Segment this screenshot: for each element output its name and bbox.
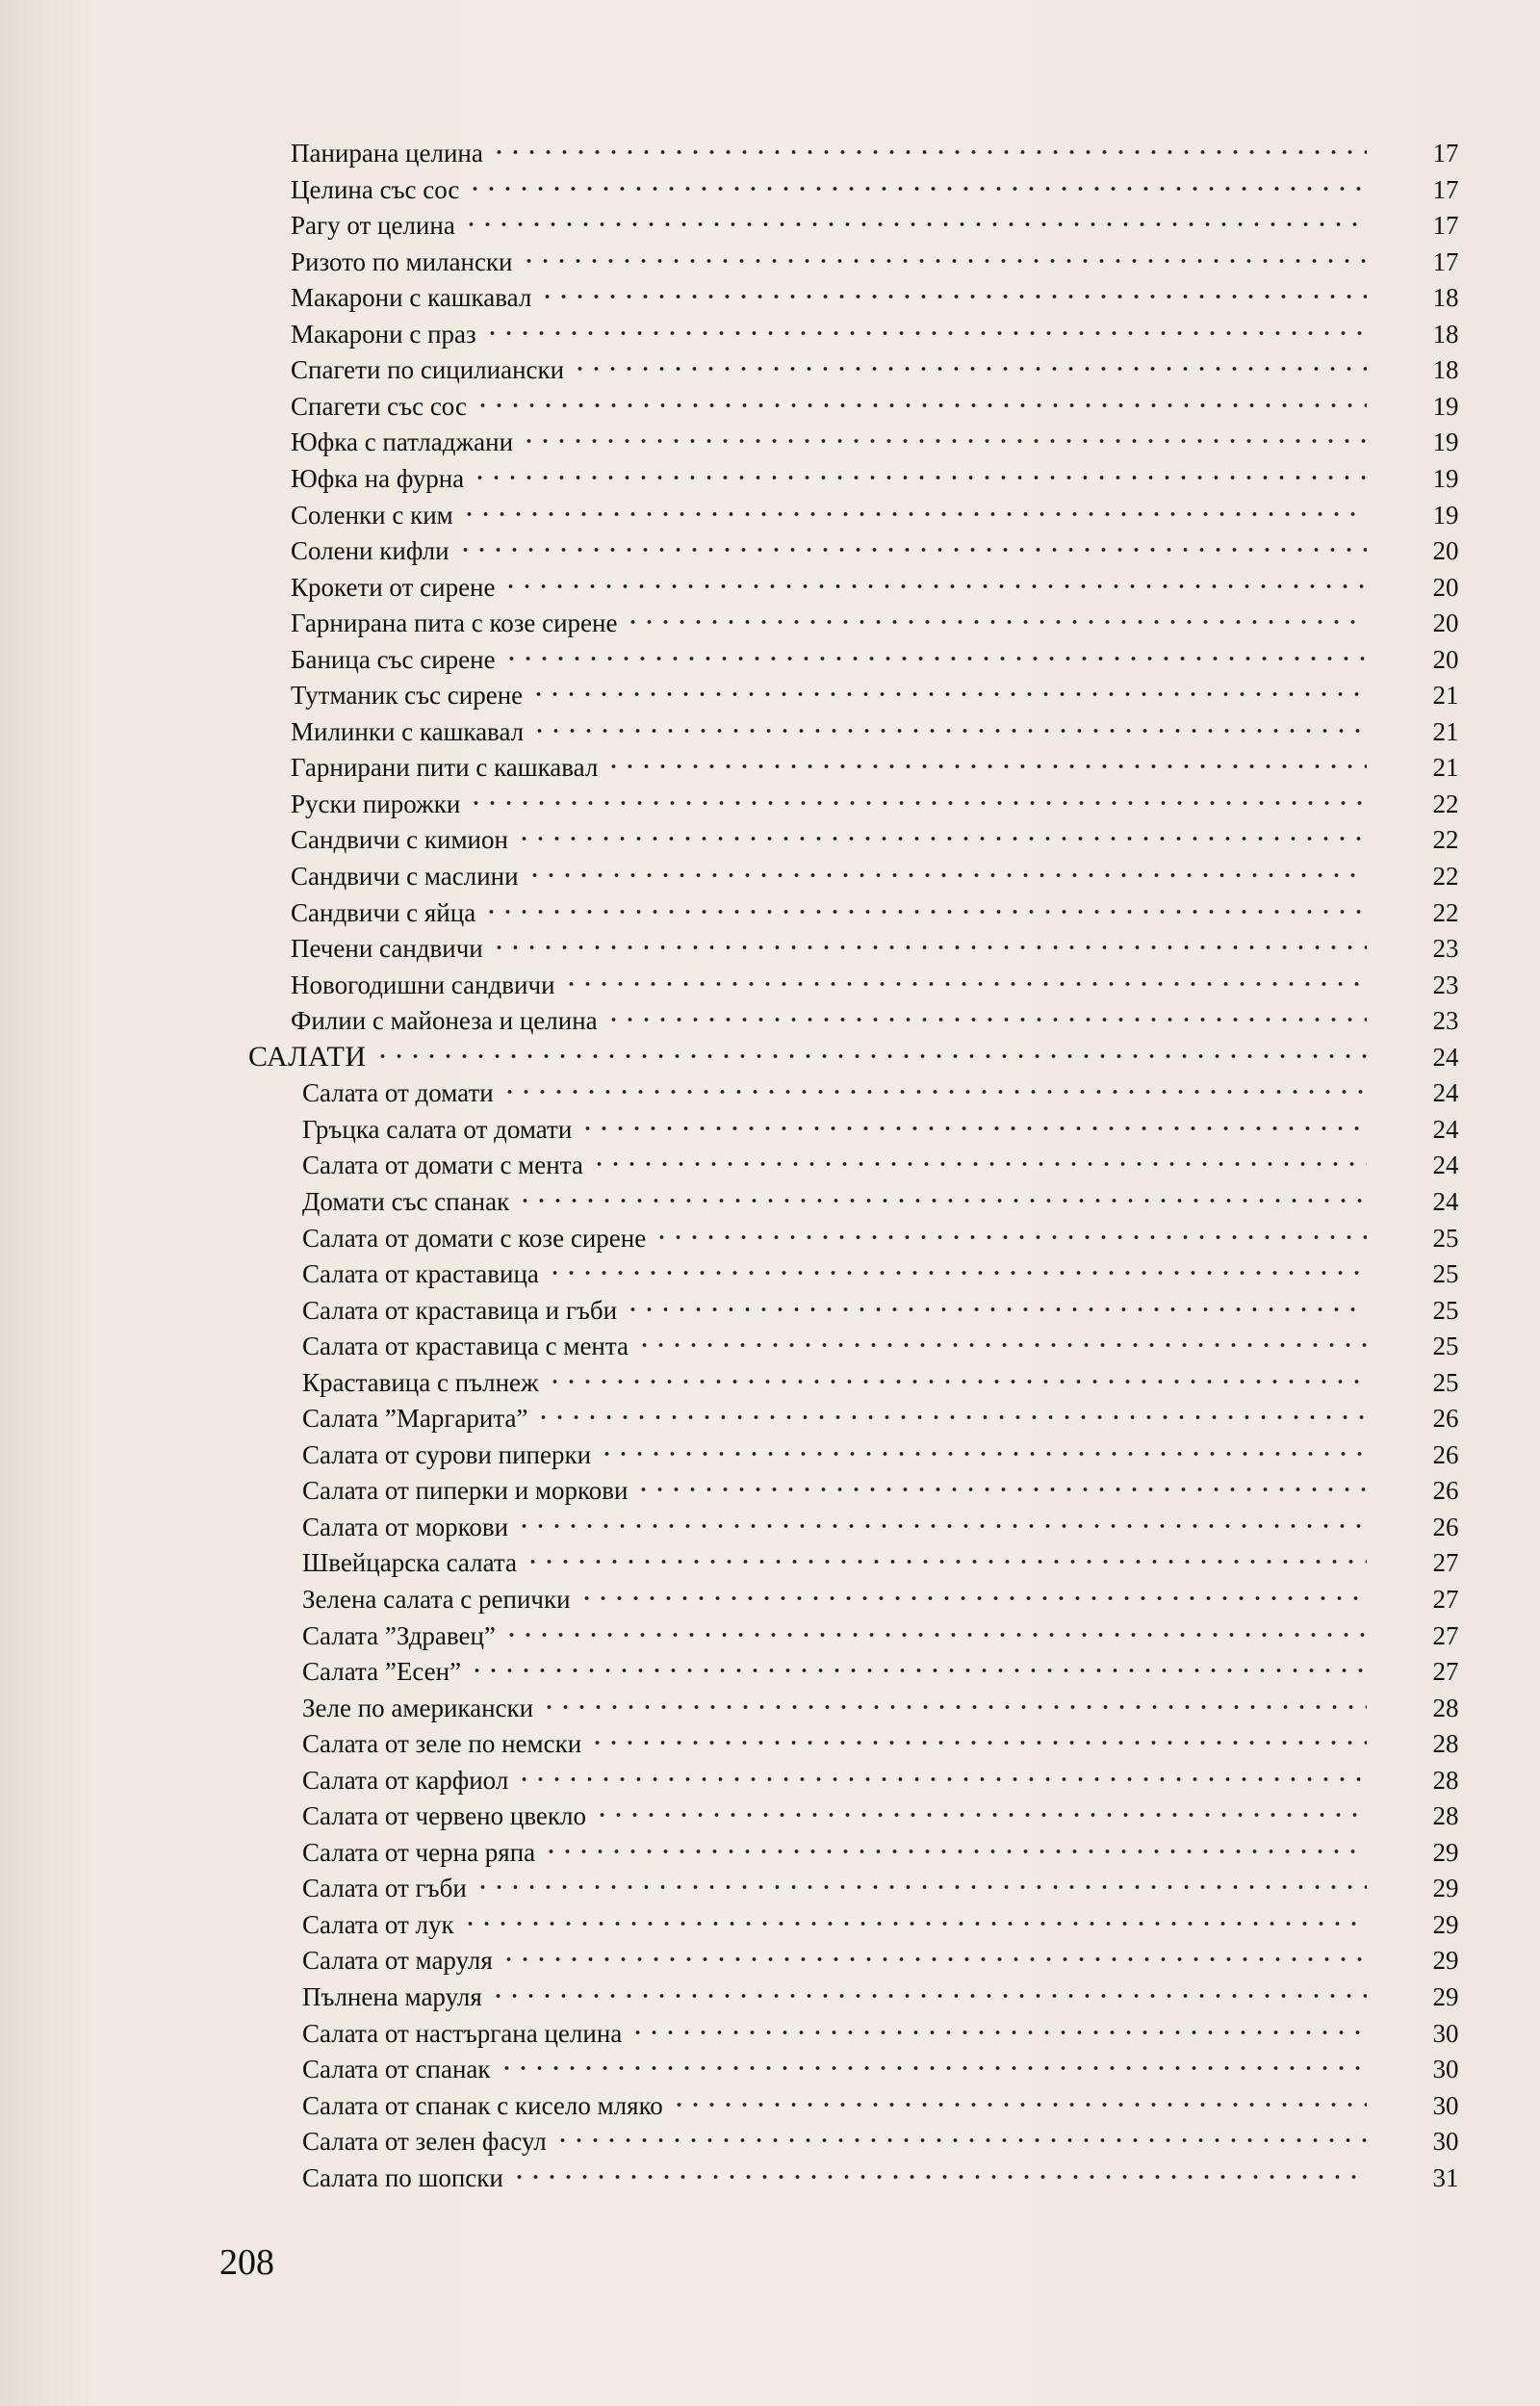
toc-entry-title: Сандвичи с маслини — [291, 862, 519, 891]
toc-entry-title: Рагу от целина — [291, 211, 455, 240]
toc-leader-dots — [472, 476, 1367, 479]
toc-entry-title: Спагети по сицилиански — [291, 355, 565, 384]
toc-leader-dots — [461, 512, 1367, 516]
toc-leader-dots — [490, 1994, 1367, 1998]
toc-leader-dots — [671, 2103, 1367, 2107]
toc-page-number: 18 — [1432, 320, 1459, 349]
toc-leader-dots — [578, 1596, 1367, 1600]
toc-entry — [0, 749, 1540, 786]
toc-entry — [0, 786, 1540, 822]
toc-leader-dots — [491, 150, 1367, 154]
toc-leader-dots — [547, 1380, 1367, 1384]
toc-entry — [0, 316, 1540, 352]
toc-section-heading — [0, 1039, 1540, 1075]
toc-entry — [0, 1328, 1540, 1364]
toc-entry — [0, 858, 1540, 894]
toc-entry-title: Салата от черна ряпа — [302, 1838, 536, 1867]
toc-page-number: 26 — [1432, 1476, 1459, 1505]
toc-entry — [0, 244, 1540, 280]
toc-page-number: 20 — [1432, 645, 1459, 674]
toc-leader-dots — [469, 1669, 1367, 1672]
toc-page-number: 23 — [1432, 970, 1459, 999]
toc-leader-dots — [594, 1813, 1367, 1817]
toc-leader-dots — [535, 1415, 1367, 1419]
toc-entry-title: Солени кифли — [291, 536, 449, 565]
toc-entry-title: Салата от сурови пиперки — [302, 1440, 592, 1469]
toc-leader-dots — [579, 1126, 1367, 1130]
toc-leader-dots — [591, 1162, 1367, 1166]
toc-entry — [0, 1544, 1540, 1581]
toc-leader-dots — [511, 2175, 1367, 2179]
toc-entry — [0, 967, 1540, 1003]
toc-leader-dots — [491, 945, 1367, 949]
toc-entry — [0, 1292, 1540, 1329]
toc-page-number: 31 — [1432, 2163, 1459, 2192]
toc-page-number: 19 — [1432, 501, 1459, 530]
toc-page-number: 28 — [1432, 1729, 1459, 1758]
toc-leader-dots — [516, 1524, 1367, 1528]
toc-leader-dots — [462, 1922, 1367, 1926]
toc-leader-dots — [554, 2138, 1367, 2142]
toc-leader-dots — [521, 259, 1367, 263]
toc-entry — [0, 2051, 1540, 2087]
toc-page-number: 27 — [1432, 1548, 1459, 1577]
toc-leader-dots — [502, 584, 1367, 588]
toc-entry — [0, 1400, 1540, 1436]
toc-entry-title: Макарони с праз — [291, 320, 476, 349]
toc-leader-dots — [467, 187, 1367, 191]
toc-leader-dots — [499, 2066, 1367, 2070]
toc-entry-title: Гарнирана пита с козе сирене — [291, 608, 618, 637]
toc-entry — [0, 2015, 1540, 2052]
toc-page-number: 28 — [1432, 1766, 1459, 1795]
toc-entry — [0, 569, 1540, 606]
toc-entry-title: Ризото по милански — [291, 247, 513, 276]
toc-leader-dots — [501, 1090, 1367, 1094]
toc-page-number: 26 — [1432, 1404, 1459, 1433]
toc-page-number: 29 — [1432, 1910, 1459, 1939]
toc-leader-dots — [547, 1271, 1367, 1275]
toc-page-number: 27 — [1432, 1585, 1459, 1614]
toc-entry — [0, 1509, 1540, 1545]
toc-page-number: 23 — [1432, 1006, 1459, 1035]
toc-entry — [0, 207, 1540, 244]
toc-page-number: 17 — [1432, 211, 1459, 240]
toc-page-number: 27 — [1432, 1621, 1459, 1650]
toc-entry-title: Салата ”Маргарита” — [302, 1404, 528, 1433]
toc-entry — [0, 605, 1540, 641]
toc-entry-title: Руски пирожки — [291, 789, 461, 818]
toc-entry-title: Салата от спанак с кисело мляко — [302, 2091, 663, 2120]
toc-entry-title: Юфка с патладжани — [291, 427, 514, 456]
toc-page-number: 26 — [1432, 1513, 1459, 1541]
toc-entry-title: Домати със спанак — [302, 1187, 510, 1216]
toc-entry — [0, 1581, 1540, 1617]
toc-leader-dots — [526, 873, 1367, 877]
toc-entry — [0, 713, 1540, 750]
toc-entry-title: Салата от краставица с мента — [302, 1332, 629, 1360]
toc-entry-title: Салата от маруля — [302, 1946, 493, 1975]
toc-page-number: 29 — [1432, 1838, 1459, 1867]
toc-entry-title: Салата от зеле по немски — [302, 1729, 582, 1758]
toc-entry — [0, 1364, 1540, 1401]
toc-entry — [0, 1074, 1540, 1111]
toc-entry-title: Салата от червено цвекло — [302, 1801, 586, 1830]
toc-entry-title: Зелена салата с репички — [302, 1585, 571, 1614]
toc-leader-dots — [543, 1850, 1367, 1853]
toc-entry — [0, 2123, 1540, 2160]
toc-entry — [0, 821, 1540, 858]
toc-entry — [0, 1725, 1540, 1762]
toc-leader-dots — [457, 548, 1367, 552]
toc-entry-title: Пълнена маруля — [302, 1982, 482, 2011]
toc-entry-title: Салата от гъби — [302, 1874, 467, 1902]
toc-leader-dots — [374, 1054, 1367, 1058]
toc-page-number: 19 — [1432, 464, 1459, 493]
toc-entry — [0, 2087, 1540, 2124]
toc-entry — [0, 171, 1540, 208]
toc-entry-title: Салата от краставица — [302, 1259, 539, 1288]
toc-leader-dots — [484, 331, 1367, 335]
toc-page-number: 19 — [1432, 392, 1459, 421]
toc-entry-title: Салата от настъргана целина — [302, 2019, 623, 2048]
toc-entry-title: Сандвичи с яйца — [291, 898, 476, 927]
toc-entry — [0, 1472, 1540, 1509]
toc-entry — [0, 1617, 1540, 1654]
toc-entry-title: Салата от лук — [302, 1910, 454, 1939]
toc-page-number: 22 — [1432, 825, 1459, 854]
toc-page-number: 29 — [1432, 1874, 1459, 1902]
toc-page-number: 24 — [1432, 1187, 1459, 1216]
toc-leader-dots — [503, 1633, 1367, 1637]
toc-page-number: 17 — [1432, 175, 1459, 204]
toc-entry-title: Целина със сос — [291, 175, 460, 204]
toc-entry — [0, 351, 1540, 388]
toc-page-number: 21 — [1432, 717, 1459, 746]
toc-entry-title: Филии с майонеза и целина — [291, 1006, 598, 1035]
toc-entry-title: Новогодишни сандвичи — [291, 970, 555, 999]
toc-leader-dots — [525, 1560, 1367, 1564]
toc-leader-dots — [589, 1741, 1367, 1745]
toc-page-number: 20 — [1432, 608, 1459, 637]
toc-leader-dots — [539, 295, 1367, 298]
toc-leader-dots — [516, 1777, 1367, 1781]
toc-entry — [0, 1183, 1540, 1220]
toc-entry — [0, 894, 1540, 931]
toc-leader-dots — [605, 1018, 1367, 1022]
toc-page-number: 23 — [1432, 934, 1459, 963]
toc-leader-dots — [605, 764, 1367, 768]
toc-entry — [0, 497, 1540, 533]
toc-entry-title: Крокети от сирене — [291, 573, 496, 602]
toc-entry — [0, 424, 1540, 460]
toc-page-number: 22 — [1432, 898, 1459, 927]
toc-leader-dots — [517, 1199, 1367, 1203]
toc-page-number: 28 — [1432, 1801, 1459, 1830]
toc-leader-dots — [563, 982, 1367, 986]
toc-leader-dots — [531, 729, 1367, 733]
toc-entry — [0, 641, 1540, 678]
toc-leader-dots — [475, 1885, 1367, 1889]
toc-page-number: 22 — [1432, 789, 1459, 818]
toc-entry-title: Салата от спанак — [302, 2055, 491, 2083]
toc-page-number: 25 — [1432, 1368, 1459, 1397]
toc-leader-dots — [468, 801, 1367, 805]
toc-leader-dots — [503, 657, 1367, 660]
toc-entry-title: Швейцарска салата — [302, 1548, 518, 1577]
toc-page-number: 24 — [1432, 1151, 1459, 1179]
toc-page-number: 20 — [1432, 573, 1459, 602]
toc-entry — [0, 388, 1540, 425]
toc-page-number: 24 — [1432, 1115, 1459, 1144]
toc-page-number: 25 — [1432, 1224, 1459, 1253]
toc-page-number: 21 — [1432, 681, 1459, 710]
toc-entry-title: Салата ”Есен” — [302, 1657, 462, 1686]
toc-entry — [0, 1979, 1540, 2015]
toc-page-number: 25 — [1432, 1259, 1459, 1288]
toc-page-number: 29 — [1432, 1946, 1459, 1975]
toc-leader-dots — [629, 2031, 1367, 2034]
toc-page-number: 25 — [1432, 1296, 1459, 1325]
toc-leader-dots — [475, 403, 1367, 407]
toc-entry-title: Юфка на фурна — [291, 464, 465, 493]
toc-entry-title: Салата от моркови — [302, 1513, 509, 1541]
toc-entry — [0, 1906, 1540, 1943]
toc-entry-title: Салата от карфиол — [302, 1766, 509, 1795]
toc-leader-dots — [625, 1307, 1367, 1311]
toc-entry — [0, 1762, 1540, 1798]
toc-page-number: 30 — [1432, 2127, 1459, 2156]
toc-entry-title: Спагети със сос — [291, 392, 467, 421]
toc-entry — [0, 1220, 1540, 1256]
toc-page-number: 25 — [1432, 1332, 1459, 1360]
toc-leader-dots — [521, 439, 1367, 443]
toc-entry — [0, 460, 1540, 497]
toc-entry-title: САЛАТИ — [248, 1041, 367, 1073]
toc-entry-title: Печени сандвичи — [291, 934, 483, 963]
toc-leader-dots — [654, 1235, 1367, 1239]
toc-leader-dots — [625, 620, 1367, 624]
toc-page-number: 29 — [1432, 1982, 1459, 2011]
toc-entry-title: Соленки с ким — [291, 501, 453, 530]
toc-entry-title: Салата от краставица и гъби — [302, 1296, 618, 1325]
toc-entry — [0, 1834, 1540, 1871]
toc-entry-title: Гарнирани пити с кашкавал — [291, 753, 599, 782]
toc-entry-title: Салата от домати с козе сирене — [302, 1224, 647, 1253]
toc-entry — [0, 1147, 1540, 1183]
toc-entry — [0, 1111, 1540, 1148]
toc-entry-title: Панирана целина — [291, 139, 483, 168]
toc-leader-dots — [500, 1957, 1367, 1961]
toc-page-number: 18 — [1432, 355, 1459, 384]
toc-entry — [0, 279, 1540, 316]
toc-page-number: 21 — [1432, 753, 1459, 782]
toc-entry-title: Салата от зелен фасул — [302, 2127, 547, 2156]
toc-entry-title: Сандвичи с кимион — [291, 825, 508, 854]
toc-entry-title: Тутманик със сирене — [291, 681, 524, 710]
toc-page-number: 22 — [1432, 862, 1459, 891]
toc-entry-title: Краставица с пълнеж — [302, 1368, 539, 1397]
toc-entry — [0, 2160, 1540, 2196]
toc-leader-dots — [530, 692, 1367, 696]
toc-leader-dots — [572, 367, 1367, 371]
toc-entry-title: Салата от пиперки и моркови — [302, 1476, 629, 1505]
page-number: 208 — [219, 2242, 274, 2283]
toc-page-number: 30 — [1432, 2055, 1459, 2083]
toc-leader-dots — [541, 1705, 1367, 1709]
toc-entry — [0, 1436, 1540, 1473]
toc-entry-title: Салата от домати с мента — [302, 1151, 583, 1179]
toc-entry — [0, 1942, 1540, 1979]
toc-leader-dots — [599, 1452, 1367, 1456]
toc-page-number: 26 — [1432, 1440, 1459, 1469]
toc-entry-title: Салата ”Здравец” — [302, 1621, 496, 1650]
toc-page-number: 27 — [1432, 1657, 1459, 1686]
toc-entry — [0, 1255, 1540, 1292]
toc-page-number: 30 — [1432, 2091, 1459, 2120]
toc-entry — [0, 677, 1540, 713]
toc-entry-title: Салата от домати — [302, 1078, 494, 1107]
toc-entry — [0, 135, 1540, 171]
toc-entry — [0, 532, 1540, 569]
toc-entry-title: Баница със сирене — [291, 645, 496, 674]
toc-leader-dots — [636, 1343, 1367, 1347]
toc-entry-title: Гръцка салата от домати — [302, 1115, 573, 1144]
toc-entry — [0, 1653, 1540, 1690]
toc-entry — [0, 930, 1540, 967]
toc-page-number: 28 — [1432, 1694, 1459, 1722]
toc-entry — [0, 1798, 1540, 1834]
toc-page-number: 17 — [1432, 247, 1459, 276]
toc-entry-title: Салата по шопски — [302, 2163, 503, 2192]
toc-entry — [0, 1690, 1540, 1726]
toc-page-number: 19 — [1432, 427, 1459, 456]
toc-page-number: 20 — [1432, 536, 1459, 565]
toc-page-number: 24 — [1432, 1078, 1459, 1107]
toc-page-number: 18 — [1432, 283, 1459, 312]
toc-entry-title: Макарони с кашкавал — [291, 283, 532, 312]
toc-entry — [0, 1870, 1540, 1906]
toc-entry-title: Милинки с кашкавал — [291, 717, 525, 746]
toc-page-number: 30 — [1432, 2019, 1459, 2048]
toc-leader-dots — [516, 837, 1367, 841]
toc-entry — [0, 1002, 1540, 1039]
toc-page-number: 17 — [1432, 139, 1459, 168]
toc-leader-dots — [483, 910, 1367, 914]
toc-entry-title: Зеле по американски — [302, 1694, 534, 1722]
toc-page-number: 24 — [1432, 1043, 1459, 1072]
toc-leader-dots — [463, 222, 1367, 226]
toc-leader-dots — [635, 1488, 1367, 1491]
